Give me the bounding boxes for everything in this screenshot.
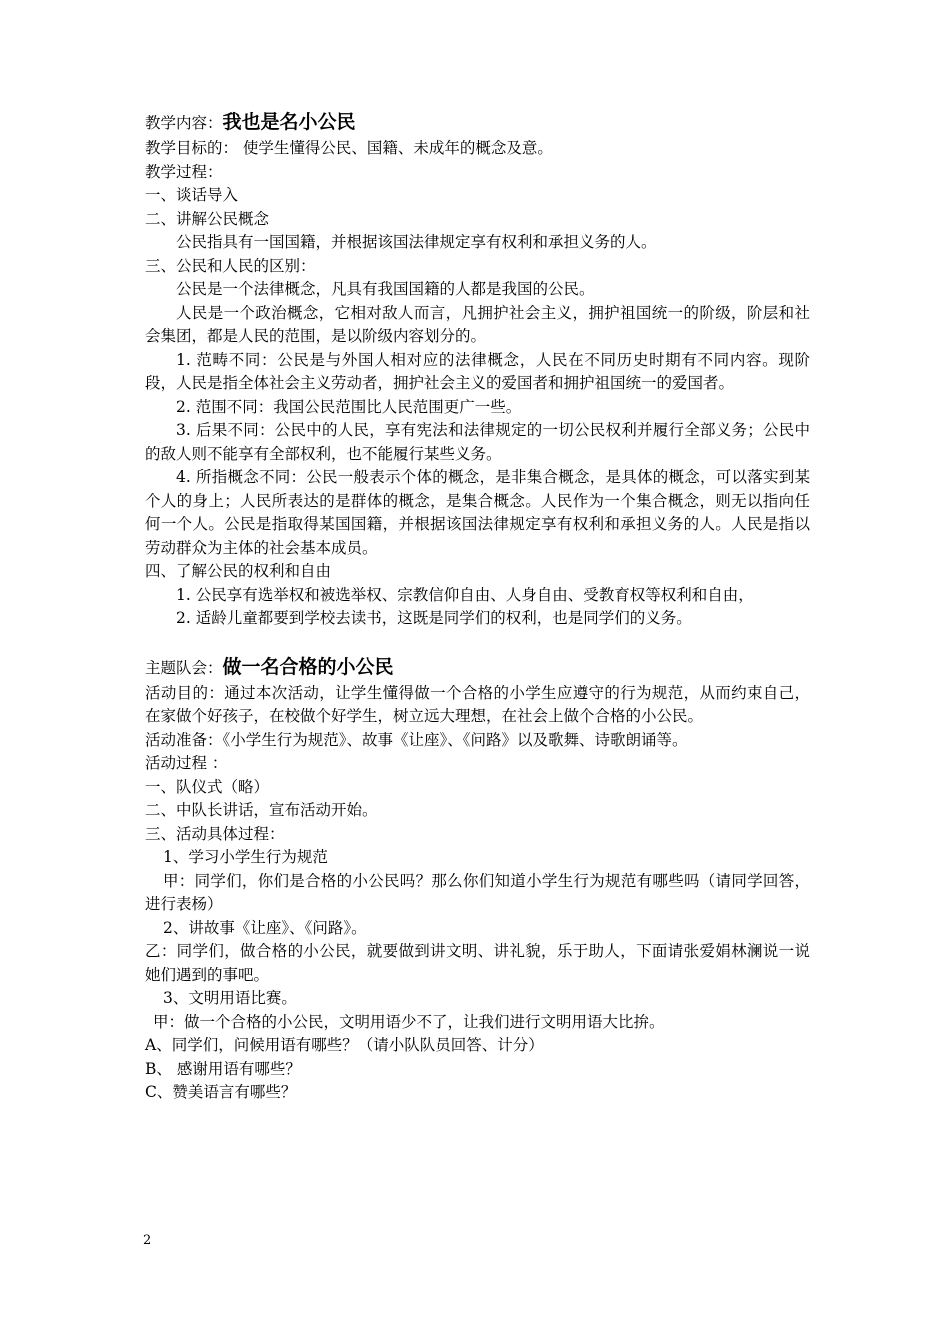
meeting-title: 做一名合格的小公民 (222, 655, 394, 678)
meeting-title-line (145, 653, 810, 682)
activity-preparation: 活动准备：《小学生行为规范》、故事《让座》、《问路》以及歌舞、诗歌朗诵等。 (145, 730, 688, 749)
lesson-title-prefix: 教学内容： (145, 114, 223, 132)
rights-1: 1. 公民享有选举权和被选举权、宗教信仰自由、人身自由、受教育权等权利和自由， (176, 585, 754, 604)
document-body (145, 108, 810, 1105)
page-number: 2 (143, 1233, 152, 1248)
difference-3: 3. 后果不同：公民中的人民，享有宪法和法律规定的一切公民权利并履行全部义务；公民中的敌人则不能享有全部权利，也不能履行某些义务。 (145, 421, 810, 463)
step-1-heading: 一、谈话导入 (145, 186, 239, 204)
question-a: A、同学们，问候用语有哪些？（请小队队员回答、计分） (145, 1036, 544, 1054)
people-concept: 人民是一个政治概念，它相对敌人而言，凡拥护社会主义，拥护祖国统一的阶级，阶层和社会集团，都是人民的范围，是以阶级内容划分的。 (145, 303, 810, 345)
citizen-concept: 公民是一个法律概念，凡具有我国国籍的人都是我国的公民。 (176, 280, 595, 298)
activity-step-1: 一、队仪式（略） (145, 777, 270, 796)
difference-1: 1. 范畴不同：公民是与外国人相对应的法律概念，人民在不同历史时期有不同内容。现阶段，人民是指全体社会主义劳动者，拥护社会主义的爱国者和拥护祖国统一的爱国者。 (145, 350, 810, 392)
sub-step-1: 1、学习小学生行为规范 (163, 848, 328, 866)
sub-step-1-text: 甲：同学们，你们是合格的小公民吗？那么你们知道小学生行为规范有哪些吗（请同学回答，进行表杨） (145, 871, 810, 913)
sub-step-3-text: 甲：做一个合格的小公民，文明用语少不了，让我们进行文明用语大比拚。 (153, 1012, 665, 1031)
lesson-title-line (145, 108, 810, 137)
difference-4: 4. 所指概念不同：公民一般表示个体的概念，是非集合概念，是具体的概念，可以落实到某个人的身上；人民所表达的是群体的概念，是集合概念。人民作为一个集合概念，则无以指向任何一个人。公民是指取得某国国籍，并根据该国法律规定享有权利和承担义务的人。人民是指以劳动群众为主体的社会基本成员。 (145, 468, 810, 557)
lesson-process-heading: 教学过程： (145, 162, 223, 181)
activity-step-2: 二、中队长讲话，宣布活动开始。 (145, 801, 378, 819)
activity-process-heading: 活动过程 ： (145, 754, 228, 772)
step-2-heading: 二、讲解公民概念 (145, 209, 270, 228)
lesson-goal: 教学目标的： 使学生懂得公民、国籍、未成年的概念及意。 (145, 139, 553, 157)
question-b: B、 感谢用语有哪些？ (145, 1059, 301, 1078)
step-3-heading: 三、公民和人民的区别： (145, 256, 316, 275)
sub-step-3: 3、文明用语比赛。 (163, 989, 297, 1007)
activity-aim: 活动目的：通过本次活动，让学生懂得做一个合格的小学生应遵守的行为规范，从而约束自己，在家做个好孩子，在校做个好学生，树立远大理想，在社会上做个合格的小公民。 (145, 683, 810, 725)
citizen-definition: 公民指具有一国国籍，并根据该国法律规定享有权利和承担义务的人。 (176, 233, 657, 251)
lesson-title: 我也是名小公民 (222, 111, 356, 133)
section-gap (145, 631, 810, 653)
difference-2: 2. 范围不同：我国公民范围比人民范围更广一些。 (176, 397, 522, 416)
sub-step-2: 2、讲故事《让座》、《问路》。 (163, 918, 367, 937)
question-c: C、赞美语言有哪些？ (145, 1083, 297, 1101)
activity-step-3: 三、活动具体过程： (145, 824, 285, 843)
rights-2: 2. 适龄儿童都要到学校去读书，这既是同学们的权利，也是同学们的义务。 (176, 609, 692, 627)
sub-step-2-text: 乙：同学们，做合格的小公民，就要做到讲文明、讲礼貌，乐于助人，下面请张爱娟林澜说一说她们遇到的事吧。 (145, 942, 810, 984)
meeting-title-prefix: 主题队会： (145, 658, 223, 677)
step-4-heading: 四、了解公民的权利和自由 (145, 562, 332, 580)
